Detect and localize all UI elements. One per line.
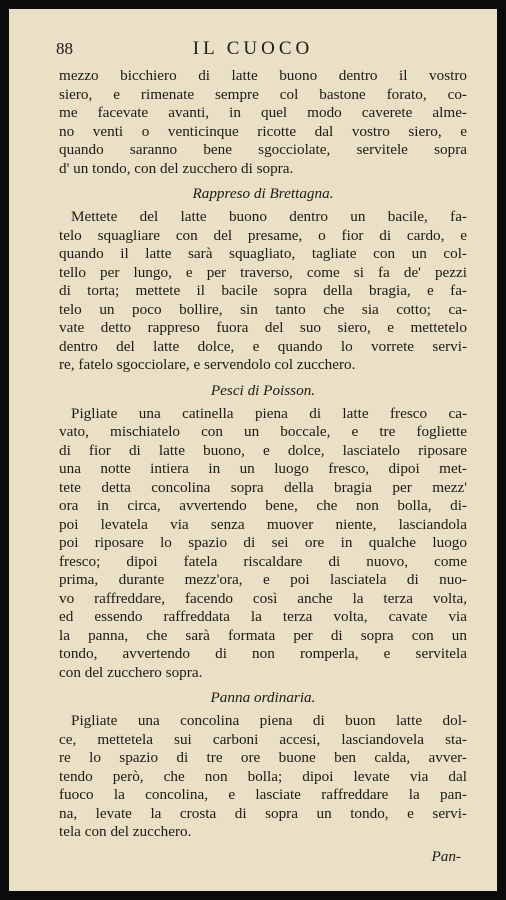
text-line: mezzo bicchiero di latte buono dentro il vostro xyxy=(59,67,467,84)
text-line: di torta; mettete il bacile sopra della bragia, e fa- xyxy=(59,282,467,299)
recipe-heading: Panna ordinaria. xyxy=(210,689,316,706)
text-line: re lo spazio di tre ore buone ben calda, avver- xyxy=(59,749,467,766)
text-line: tela con del zucchero. xyxy=(59,823,192,840)
text-line: vato, mischiatelo con un boccale, e tre fogliette xyxy=(59,423,467,440)
text-line: dentro del latte dolce, e quando lo vorrete servi- xyxy=(59,337,467,355)
text-line: Pigliate una concolina piena di buon latte dol- xyxy=(71,712,467,729)
page-header xyxy=(9,39,497,65)
text-line: telo un poco bollire, sin tanto che sia cotto; ca- xyxy=(59,300,467,318)
text-line: ora in circa, avvertendo bene, che non bolla, di- xyxy=(59,497,467,514)
text-line: tete detta concolina sopra della bragia per mezz' xyxy=(59,478,467,496)
page-number: 88 xyxy=(56,39,73,58)
catchword: Pan- xyxy=(431,847,461,865)
recipe-heading: Pesci di Poisson. xyxy=(210,381,316,399)
text-line: d' un tondo, con del zucchero di sopra. xyxy=(59,159,294,177)
text-line: me facevate avanti, in quel modo caverete alme- xyxy=(59,104,467,121)
text-line: Mettete del latte buono dentro un bacile, fa- xyxy=(71,208,467,225)
text-line: ed essendo raffreddata la terza volta, cavate via xyxy=(59,608,467,625)
text-line: re, fatelo sgocciolare, e servendolo col zucchero. xyxy=(59,356,356,373)
text-line: telo squagliare con del presame, o fior di cardo, e xyxy=(59,226,467,244)
text-line: fuoco la concolina, e lasciate raffreddare la pan- xyxy=(59,786,467,803)
recipe-section xyxy=(59,379,467,683)
recipe-section xyxy=(59,182,467,375)
text-line: no venti o venticinque ricotte dal vostro siero, e xyxy=(59,122,467,140)
text-line: siero, e rimenate sempre col bastone forato, co- xyxy=(59,85,467,103)
text-line: Pigliate una catinella piena di latte fresco ca- xyxy=(71,404,467,422)
text-line: quando saranno bene sgocciolate, servitele sopra xyxy=(59,141,467,158)
recipe-section xyxy=(59,686,467,842)
text-line: tello per lungo, e per traverso, come si fa de' pezzi xyxy=(59,263,467,281)
text-line: con del zucchero sopra. xyxy=(59,663,203,681)
intro-paragraph xyxy=(59,67,467,178)
text-line: na, levate la crosta di sopra un tondo, e servi- xyxy=(59,804,467,822)
text-line: di fior di latte buono, e dolce, lasciatelo riposare xyxy=(59,441,467,459)
text-line: una notte intiera in un luogo fresco, dipoi met- xyxy=(59,460,467,477)
text-line: tendo però, che non bolla; dipoi levate via dal xyxy=(59,767,467,785)
text-line: prima, durante mezz'ora, e poi lasciatela di nuo- xyxy=(59,571,467,588)
page-body xyxy=(59,67,467,866)
text-line: vate detto rappreso fuora del suo siero, e mettetelo xyxy=(59,319,467,336)
running-title: IL CUOCO xyxy=(192,38,314,59)
text-line: la panna, che sarà formata per di sopra con un xyxy=(59,626,467,644)
text-line: tondo, avvertendo di non romperla, e servitela xyxy=(59,645,467,662)
text-line: poi levatela via senza muover niente, lasciandola xyxy=(59,515,467,533)
text-line: quando il latte sarà squagliato, tagliate con un col- xyxy=(59,245,467,262)
text-line: fresco; dipoi fatela riscaldare di nuovo, come xyxy=(59,552,467,570)
text-line: poi riposare lo spazio di sei ore in qualche luogo xyxy=(59,534,467,551)
recipe-heading: Rappreso di Brettagna. xyxy=(192,185,334,202)
text-line: vo raffreddare, facendo così anche la terza volta, xyxy=(59,589,467,607)
text-line: ce, mettetela sui carboni accesi, lasciandovela sta- xyxy=(59,730,467,748)
book-page xyxy=(9,9,497,891)
